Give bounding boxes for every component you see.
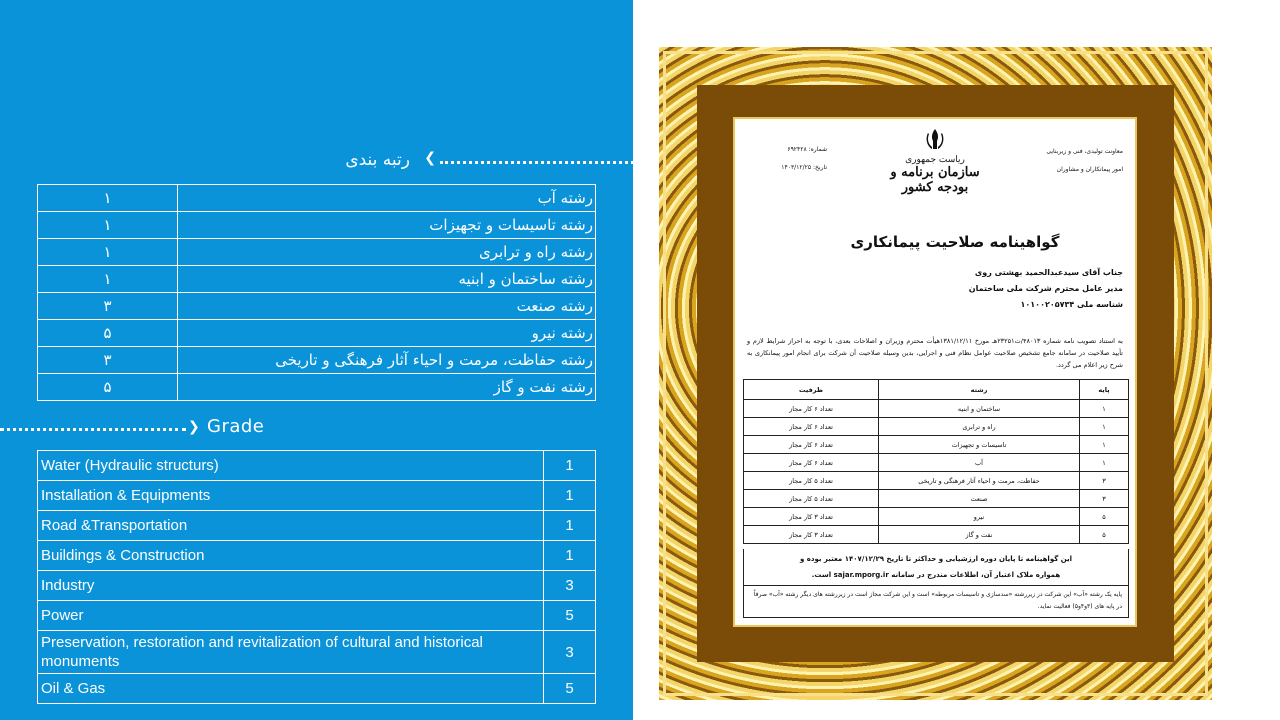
grade-cell: ۵ [1080,508,1129,526]
field-cell: صنعت [879,490,1080,508]
field-cell: Water (Hydraulic structurs) [38,451,544,481]
field-cell: رشته حفاظت، مرمت و احیاء آثار فرهنگی و تاریخی [178,347,596,374]
field-cell: ساختمان و ابنیه [879,400,1080,418]
table-row [38,239,596,266]
grade-cell: ۱ [1080,436,1129,454]
capacity-cell: تعداد ۶ کار مجاز [744,400,879,418]
grade-cell: ۳ [1080,490,1129,508]
grade-cell: 1 [544,511,596,541]
rank-cell: ۱ [38,239,178,266]
date-value: ۱۴۰۳/۱۲/۲۵ [781,164,812,171]
grade-cell: ۱ [1080,454,1129,472]
grade-cell: 1 [544,541,596,571]
field-cell: حفاظت، مرمت و احیاء آثار فرهنگی و تاریخی [879,472,1080,490]
table-header-row [744,380,1129,400]
department-line: امور پیمانکاران و مشاوران [1056,166,1123,173]
certificate-department [1013,143,1123,179]
table-row [744,400,1129,418]
field-cell: رشته صنعت [178,293,596,320]
addressee-line: شناسه ملی ۱۰۱۰۰۲۰۵۷۳۴ [1020,300,1123,309]
table-row [38,212,596,239]
table-row [744,418,1129,436]
dotted-line [0,428,186,431]
certificate-reference [747,141,827,177]
rank-cell: ۳ [38,347,178,374]
rank-cell: ۵ [38,374,178,401]
field-cell: رشته ساختمان و ابنیه [178,266,596,293]
grade-cell: 3 [544,631,596,674]
field-cell: Industry [38,571,544,601]
field-cell: Oil & Gas [38,674,544,704]
english-grade-table [37,450,596,704]
grade-cell: ۵ [1080,526,1129,544]
field-cell: Preservation, restoration and revitalization of cultural and historical monuments [38,631,544,674]
field-cell: رشته راه و ترابری [178,239,596,266]
reference-number [747,141,827,159]
capacity-cell: تعداد ۳ کار مجاز [744,526,879,544]
arrow-right-icon: ❯ [188,419,200,435]
emblem-icon [923,127,947,153]
validity-statement [744,549,1128,586]
table-row [38,374,596,401]
table-row [38,347,596,374]
table-row [38,674,596,704]
table-row [38,511,596,541]
table-row [744,508,1129,526]
field-cell: نفت و گاز [879,526,1080,544]
capacity-cell: تعداد ۵ کار مجاز [744,490,879,508]
arrow-left-icon: ❮ [424,150,436,166]
certificate-body: به استناد تصویب نامه شماره ۴۸۰۱۳/ت۲۳۲۵۱هـ مورخ ۱۳۸۱/۱۲/۱۱هیأت محترم وزیران و اصلاحات بعدی، با توجه به احراز شرایط لازم و تأیید صلاحیت در سامانه جامع تشخیص صلاحیت عوامل نظام فنی و اجرایی، بدین وسیله صلاحیت آن شرکت برای انجام امور پیمانکاری به شرح زیر اعلام می گردد. [747,337,1123,369]
grade-cell: 3 [544,571,596,601]
table-row [744,526,1129,544]
grade-cell: ۳ [1080,472,1129,490]
field-cell: Road &Transportation [38,511,544,541]
field-cell: آب [879,454,1080,472]
validity-line: این گواهینامه تا پایان دوره ارزشیابی و حداکثر تا تاریخ ۱۴۰۷/۱۲/۲۹ معتبر بوده و [799,555,1073,563]
table-row [744,472,1129,490]
certificate-table [743,379,1129,544]
table-row [38,601,596,631]
table-row [38,481,596,511]
capacity-cell: تعداد ۶ کار مجاز [744,418,879,436]
table-row [38,320,596,347]
rank-cell: ۵ [38,320,178,347]
table-row [38,541,596,571]
reference-date [747,159,827,177]
capacity-cell: تعداد ۳ کار مجاز [744,508,879,526]
grade-cell: 1 [544,481,596,511]
certificate-note: پایه یک رشته «آب» این شرکت در زیررشته «سدسازی و تاسیسات مربوطه» است و این شرکت مجاز است در زیررشته های دیگر رشته «آب» صرفاً در پایه های (۳و۴و۵) فعالیت نماید. [753,591,1122,610]
table-row [38,293,596,320]
table-row [744,454,1129,472]
addressee-line: جناب آقای سیدعبدالحمید بهشتی روی [974,268,1123,277]
organization-name [875,155,995,195]
grade-cell: ۱ [1080,418,1129,436]
certificate-footer [743,549,1129,618]
table-row [38,451,596,481]
field-cell: رشته آب [178,185,596,212]
field-cell: Power [38,601,544,631]
table-row [38,266,596,293]
org-line-1: ریاست جمهوری [905,155,965,165]
validity-line: همواره ملاک اعتبار آن، اطلاعات مندرج در سامانه sajar.mporg.ir است. [811,571,1061,579]
capacity-cell: تعداد ۶ کار مجاز [744,436,879,454]
table-row [38,185,596,212]
certificate-title: گواهینامه صلاحیت پیمانکاری [850,233,1060,251]
number-value: ۶۹۲۴۲۸ [787,146,807,153]
field-cell: رشته نیرو [178,320,596,347]
english-heading [0,416,300,440]
field-cell: نیرو [879,508,1080,526]
org-line-2: سازمان برنامه و بودجه کشور [890,165,980,195]
persian-rank-table [37,184,596,401]
number-label: شماره: [808,146,827,153]
table-row [744,436,1129,454]
field-cell: Installation & Equipments [38,481,544,511]
field-cell: Buildings & Construction [38,541,544,571]
capacity-cell: تعداد ۵ کار مجاز [744,472,879,490]
english-heading-title: Grade [207,416,265,437]
field-cell: رشته تاسیسات و تجهیزات [178,212,596,239]
table-row [38,631,596,674]
rank-cell: ۱ [38,185,178,212]
department-line: معاونت تولیدی، فنی و زیربنایی [1046,148,1123,155]
field-cell: راه و ترابری [879,418,1080,436]
grade-cell: 1 [544,451,596,481]
field-cell: رشته نفت و گاز [178,374,596,401]
capacity-cell: تعداد ۶ کار مجاز [744,454,879,472]
rank-cell: ۱ [38,212,178,239]
table-row [38,571,596,601]
dotted-line [440,161,634,164]
field-cell: تاسیسات و تجهیزات [879,436,1080,454]
header-grade: پایه [1080,380,1129,400]
grade-cell: 5 [544,601,596,631]
grade-cell: 5 [544,674,596,704]
header-capacity: ظرفیت [744,380,879,400]
certificate-document [733,117,1137,627]
rank-cell: ۳ [38,293,178,320]
persian-heading-title: رتبه بندی [345,150,410,170]
persian-heading [300,150,640,174]
header-field: رشته [879,380,1080,400]
addressee [969,265,1123,313]
grade-cell: ۱ [1080,400,1129,418]
addressee-line: مدیر عامل محترم شرکت ملی ساختمان [968,284,1123,293]
date-label: تاریخ: [813,164,827,171]
table-row [744,490,1129,508]
rank-cell: ۱ [38,266,178,293]
